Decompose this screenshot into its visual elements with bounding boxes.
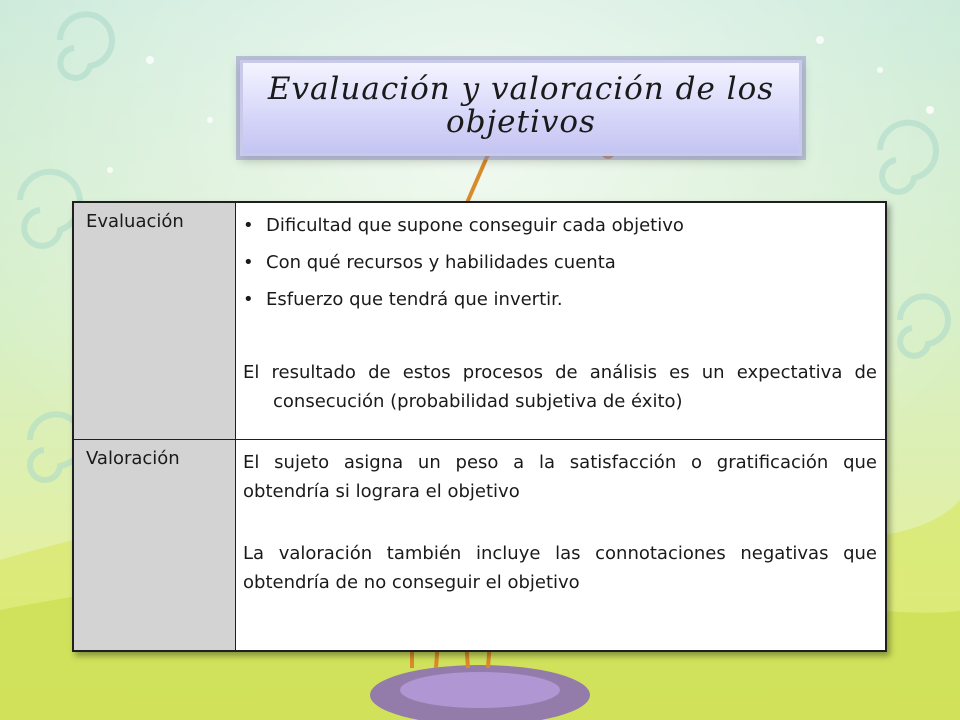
- row-content-evaluacion: [236, 203, 885, 439]
- valoracion-paragraph-1: El sujeto asigna un peso a la satisfacción o gratificación que obtendría si lograra el objetivo: [243, 452, 877, 502]
- row-label-valoracion: Valoración: [74, 440, 236, 650]
- table-row-valoracion: [74, 440, 885, 650]
- evaluation-result-paragraph: El resultado de estos procesos de análisis es un expectativa de consecución (probabilidad subjetiva de éxito): [243, 362, 877, 412]
- slide-title-box: [240, 60, 802, 156]
- row-content-valoracion: [236, 440, 885, 650]
- bullet-list: [243, 211, 877, 322]
- valoracion-paragraph-2: La valoración también incluye las connotaciones negativas que obtendría de no conseguir el objetivo: [243, 543, 877, 593]
- bullet-icon: •: [243, 289, 254, 310]
- row-label-evaluacion: Evaluación: [74, 203, 236, 439]
- bullet-icon: •: [243, 252, 254, 273]
- table-row-evaluacion: [74, 203, 885, 440]
- bullet-icon: •: [243, 215, 254, 236]
- list-item: • Dificultad que supone conseguir cada objetivo: [243, 211, 877, 248]
- evaluation-table: [72, 201, 887, 652]
- list-item: • Esfuerzo que tendrá que invertir.: [243, 285, 877, 322]
- slide-title: Evaluación y valoración de los objetivos: [267, 71, 775, 140]
- list-item: • Con qué recursos y habilidades cuenta: [243, 248, 877, 285]
